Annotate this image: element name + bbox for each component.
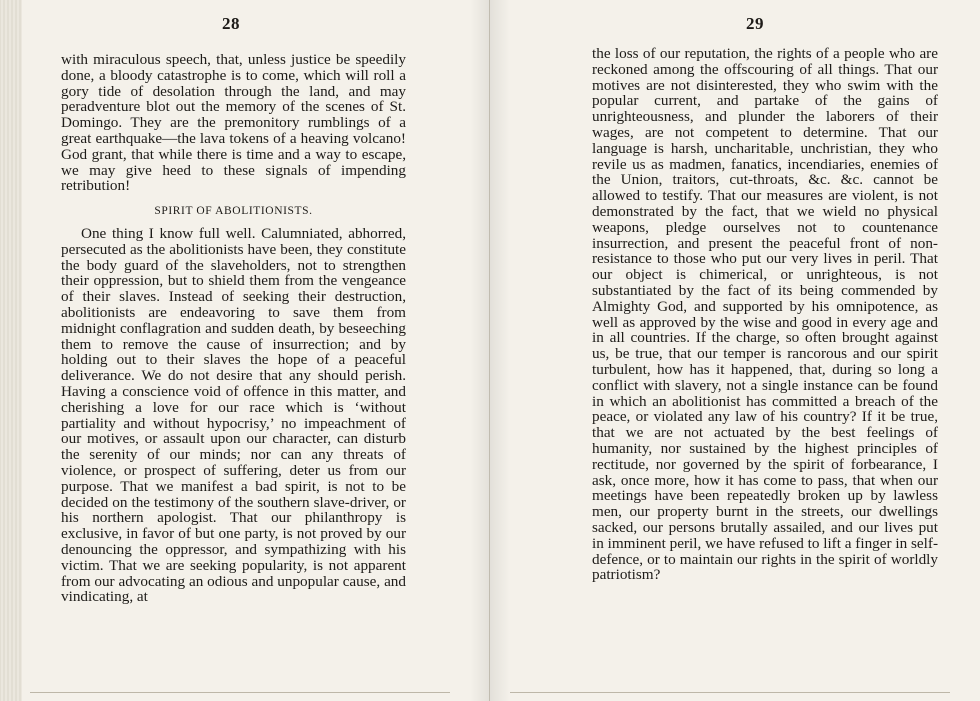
page-number-right: 29 [746,14,764,33]
left-paragraph-main: One thing I know full well. Calumniated, abhorred, persecuted as the abolitionists have been, they constitute the body guard of the slaveholders, not to strengthen their oppression, but to shield them from the vengeance of their slaves. Instead of seeking their destruction, abolitionists are endeavoring to save them from midnight conflagration and sudden death, by beseeching them to remove the cause of insurrection; and by holding out to their slaves the hope of a peaceful deliverance. We do not desire that any should perish. Having a conscience void of offence in this matter, and cherishing a love for our race which is ‘without partiality and without hypocrisy,’ no impeachment of our motives, or assault upon our character, can disturb the serenity of our minds; nor can any threats of violence, or prospect of suffering, deter us from our purpose. That we manifest a bad spirit, is not to be decided on the testimony of the southern slave-driver, or his northern apologist. That our philanthropy is exclusive, in favor of but one party, is not proved by our denouncing the oppressor, and sympathizing with his victim. That we are seeking popularity, is not apparent from our advocating an odious and unpopular cause, and vindicating, at [61,224,406,606]
page-edge-shading [0,0,22,701]
book-gutter [470,0,510,701]
left-paragraph-continuation: with miraculous speech, that, unless justice be speedily done, a bloody catastrophe is to come, which will roll a gory tide of desolation through the land, and may peradventure blot out the memory of the scenes of St. Domingo. They are the premonitory rumblings of a great earthquake—the lava tokens of a heaving volcano! God grant, that while there is time and a way to escape, we may give heed to these signals of impending retribution! [61,51,406,195]
right-paragraph-continuation: the loss of our reputation, the rights of a people who are reckoned among the offscouring of all things. That our motives are not disinterested, they who swim with the popular current, and partake of the gains of unrighteousness, and plunder the laborers of their wages, are not competent to determine. That our language is harsh, uncharitable, unchristian, they who revile us as madmen, fanatics, incendiaries, enemies of the Union, traitors, cut-throats, &c. &c. cannot be allowed to testify. That our measures are violent, is not demonstrated by the fact, that we wield no physical weapons, pledge ourselves not to countenance insurrection, and present the peaceful front of non-resistance to those who put our very lives in peril. That our object is chimerical, or unrighteous, is not substantiated by the fact of its being commended by Almighty God, and supported by his omnipotence, as well as approved by the wise and good in every age and in all countries. If the charge, so often brought against us, be true, that our temper is rancorous and our spirit turbulent, how has it happened, that, during so long a conflict with slavery, not a single instance can be found in which an abolitionist has committed a breach of the peace, or violated any law of his country? If it be true, that we are not actuated by the best feelings of humanity, nor sustained by the highest principles of rectitude, nor governed by the spirit of forbearance, I ask, once more, how it has come to pass, that when our meetings have been repeatedly broken up by lawless men, our property burnt in the streets, our dwellings sacked, our persons brutally assailed, and our lives put in imminent peril, we have refused to lift a finger in self-defence, or to maintain our rights in the spirit of worldly patriotism? [592,45,938,584]
left-page-bottom-edge [30,692,450,693]
right-page-text [592,46,938,583]
right-page [490,0,980,701]
right-page-bottom-edge [510,692,950,693]
left-page-text [61,52,406,605]
page-number-left: 28 [222,14,240,33]
section-heading: SPIRIT OF ABOLITIONISTS. [154,205,313,218]
